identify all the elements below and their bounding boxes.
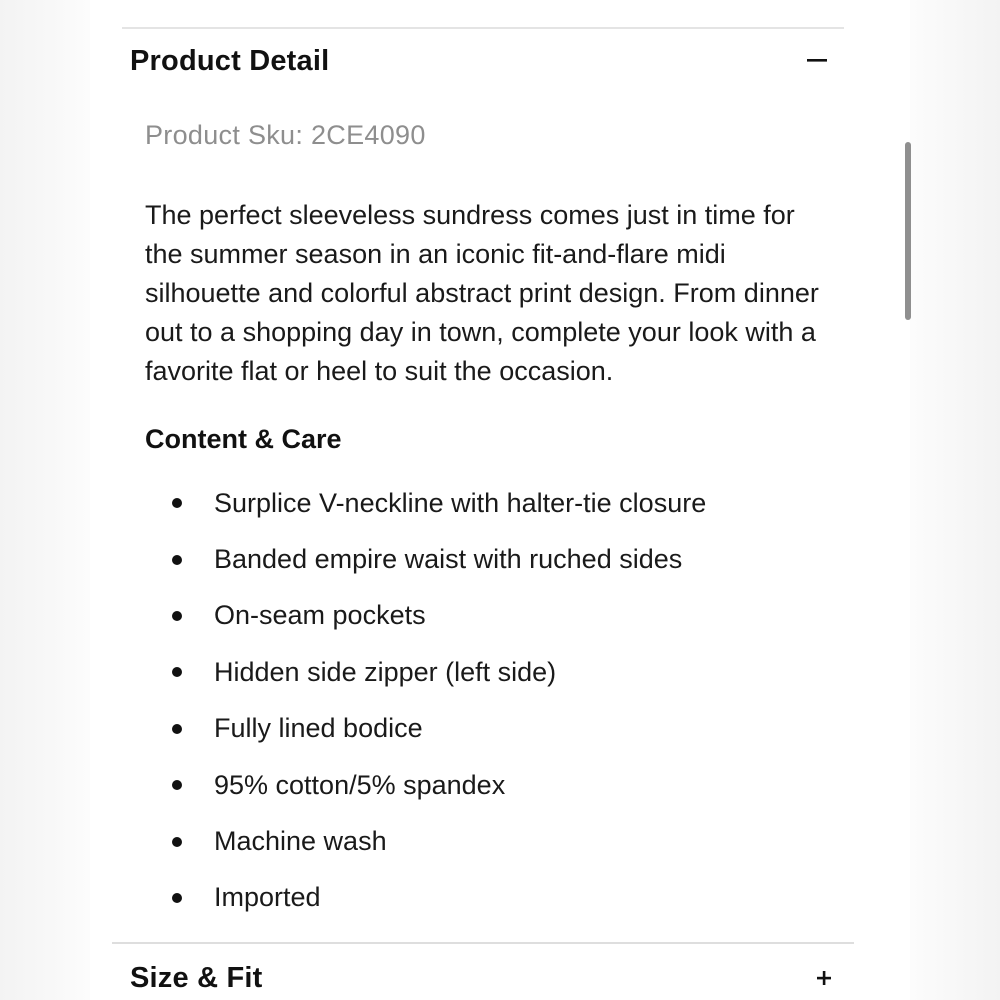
list-item xyxy=(172,701,706,757)
list-item xyxy=(172,531,706,587)
section-divider xyxy=(112,942,854,944)
bullet-icon xyxy=(172,555,182,565)
list-item xyxy=(172,813,706,869)
list-item-label: Imported xyxy=(214,882,321,913)
bullet-icon xyxy=(172,611,182,621)
product-detail-title: Product Detail xyxy=(130,44,330,77)
list-item xyxy=(172,644,706,700)
minus-icon[interactable] xyxy=(806,49,830,73)
list-item-label: Banded empire waist with ruched sides xyxy=(214,544,683,575)
content-care-heading: Content & Care xyxy=(145,424,342,454)
top-divider xyxy=(122,27,844,29)
list-item xyxy=(172,757,706,813)
list-item-label: Hidden side zipper (left side) xyxy=(214,656,557,687)
list-item xyxy=(172,588,706,644)
left-margin xyxy=(0,0,90,1000)
list-item-label: 95% cotton/5% spandex xyxy=(214,769,506,800)
product-detail-accordion-header[interactable] xyxy=(130,36,830,86)
size-fit-title: Size & Fit xyxy=(130,961,263,994)
list-item-label: On-seam pockets xyxy=(214,600,426,631)
list-item-label: Fully lined bodice xyxy=(214,713,423,744)
size-fit-accordion-header[interactable] xyxy=(130,953,836,1000)
list-item xyxy=(172,475,706,531)
right-margin xyxy=(910,0,1000,1000)
list-item xyxy=(172,870,706,926)
plus-icon[interactable] xyxy=(812,966,836,990)
bullet-icon xyxy=(172,498,182,508)
bullet-icon xyxy=(172,780,182,790)
list-item-label: Surplice V-neckline with halter-tie closure xyxy=(214,487,707,518)
content-care-list xyxy=(172,475,706,926)
product-sku: Product Sku: 2CE4090 xyxy=(145,120,426,150)
list-item-label: Machine wash xyxy=(214,826,387,857)
bullet-icon xyxy=(172,837,182,847)
bullet-icon xyxy=(172,893,182,903)
bullet-icon xyxy=(172,667,182,677)
bullet-icon xyxy=(172,724,182,734)
product-description: The perfect sleeveless sundress comes just in time for the summer season in an iconic fit-and-flare midi silhouette and colorful abstract print design. From dinner out to a shopping day in town, complete your look with a favorite flat or heel to suit the occasion. xyxy=(145,200,819,386)
scrollbar-thumb[interactable] xyxy=(905,142,911,320)
